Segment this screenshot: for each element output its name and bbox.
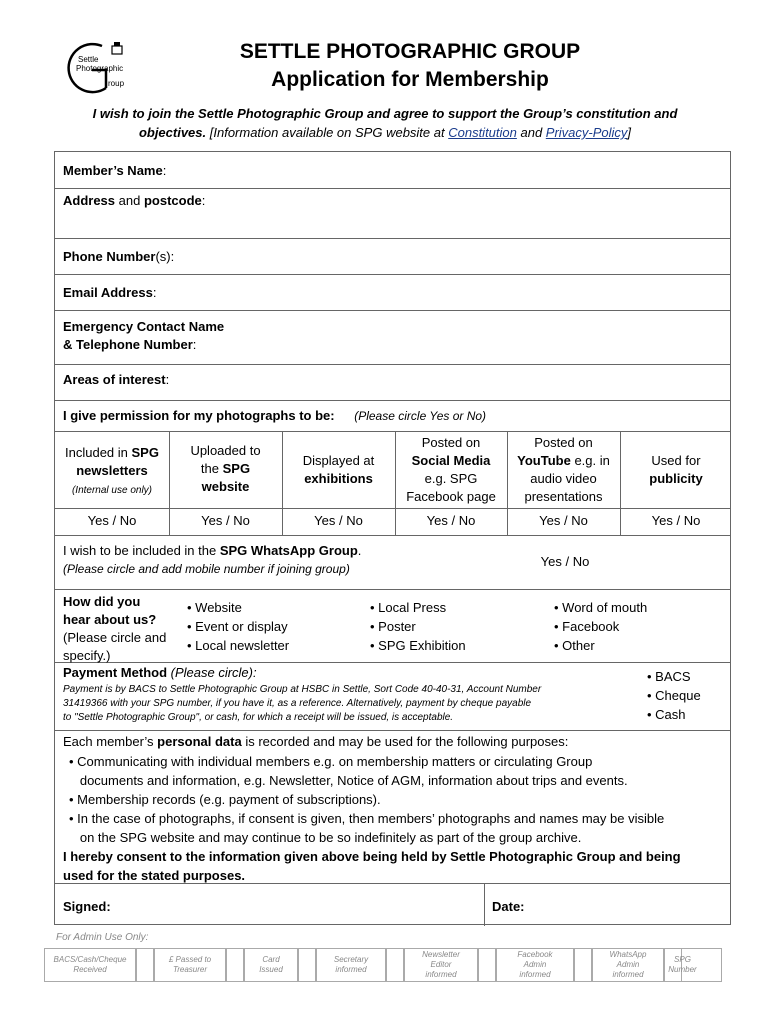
data-policy: Each member’s personal data is recorded and may be used for the following purposes: <box>63 734 569 749</box>
permission-heading: I give permission for my photographs to be: (Please circle Yes or No) <box>63 408 487 423</box>
privacy-policy-link[interactable]: Privacy-Policy <box>545 125 628 140</box>
admin-cell[interactable]: Card Issued <box>244 948 298 982</box>
admin-table <box>44 948 722 982</box>
page-subtitle: Application for Membership <box>271 68 549 91</box>
member-name-field[interactable]: Member’s Name: <box>63 163 167 178</box>
admin-cell[interactable]: Newsletter Editor informed <box>404 948 478 982</box>
yes-no-youtube[interactable]: Yes / No <box>539 513 588 528</box>
payment-options[interactable]: • BACS • Cheque • Cash <box>647 669 701 722</box>
intro-text: I wish to join the Settle Photographic Group and agree to support the Group’s constitution and objectives. [Information available on SPG website at Constitution and Privacy-Policy] <box>92 106 678 140</box>
spg-logo <box>62 40 140 96</box>
admin-cell-spg-number[interactable]: SPG Number <box>644 948 722 982</box>
yes-no-newsletters[interactable]: Yes / No <box>87 513 137 528</box>
hear-options-1[interactable]: • Website • Event or display • Local newsletter <box>187 600 290 653</box>
admin-cell[interactable]: Facebook Admin informed <box>496 948 574 982</box>
date-field[interactable]: Date: <box>492 899 525 914</box>
areas-of-interest-field[interactable]: Areas of interest: <box>63 372 170 387</box>
consent-statement: I hereby consent to the information given above being held by Settle Photographic Group and being used for the stated purposes. <box>63 849 681 883</box>
yes-no-whatsapp[interactable]: Yes / No <box>540 554 590 569</box>
admin-checkbox[interactable] <box>574 948 592 982</box>
constitution-link[interactable]: Constitution <box>448 125 517 140</box>
signature-field[interactable]: Signed: <box>63 899 111 914</box>
admin-checkbox[interactable] <box>136 948 154 982</box>
admin-label: For Admin Use Only: <box>56 932 149 943</box>
payment-heading: Payment Method (Please circle): <box>63 665 257 680</box>
hear-heading: How did you hear about us? (Please circle and specify.) <box>63 594 167 663</box>
svg-text:Photographic: Photographic <box>76 64 124 73</box>
yes-no-social-media[interactable]: Yes / No <box>426 513 476 528</box>
admin-checkbox[interactable] <box>478 948 496 982</box>
membership-form <box>54 151 731 925</box>
hear-options-3[interactable]: • Word of mouth • Facebook • Other <box>554 600 648 653</box>
admin-cell[interactable]: WhatsApp Admin informed <box>592 948 664 982</box>
hear-options-2[interactable]: • Local Press • Poster • SPG Exhibition <box>370 600 466 653</box>
svg-text:Settle: Settle <box>78 55 99 64</box>
data-policy-bullets: • Communicating with individual members e.g. on membership matters or circulating Group documents and information, e.g. Newsletter, Notice of AGM, information about trips and events. • Membership records (e.g. payment of subscriptions). • In the case of photographs, if consent is given, then members’ photographs and names may be visible on the SPG website and may continue to be so indefinitely as part of the group archive. <box>69 754 665 845</box>
yes-no-exhibitions[interactable]: Yes / No <box>314 513 363 528</box>
perm-social-media: Posted on Social Media e.g. SPG Facebook page <box>406 435 496 504</box>
admin-checkbox[interactable] <box>226 948 244 982</box>
whatsapp-text: I wish to be included in the SPG WhatsApp Group. (Please circle and add mobile number if joining group) <box>63 543 362 576</box>
perm-website: Uploaded to the SPG website <box>190 443 261 494</box>
admin-checkbox[interactable] <box>298 948 316 982</box>
perm-publicity: Used for publicity <box>649 453 703 486</box>
payment-note: Payment is by BACS to Settle Photographic Group at HSBC in Settle, Sort Code 40-40-31, Account Number 31419366 with your SPG number, if you have it, as a reference. Alternatively, payment by cheque payable to "Settle Photographic Group", or cash, for which a receipt will be issued, is acceptable. <box>63 684 542 723</box>
address-field[interactable]: Address and postcode: <box>63 193 206 208</box>
perm-exhibitions: Displayed at exhibitions <box>302 453 375 486</box>
yes-no-website[interactable]: Yes / No <box>201 513 250 528</box>
page-title: SETTLE PHOTOGRAPHIC GROUP <box>239 40 581 63</box>
yes-no-publicity[interactable]: Yes / No <box>651 513 701 528</box>
perm-youtube: Posted on YouTube e.g. in audio video presentations <box>517 435 610 504</box>
phone-field[interactable]: Phone Number(s): <box>63 249 175 264</box>
email-field[interactable]: Email Address: <box>63 285 157 300</box>
admin-cell[interactable]: BACS/Cash/Cheque Received <box>44 948 136 982</box>
perm-newsletters: Included in SPG newsletters (Internal use only) <box>65 445 159 496</box>
admin-checkbox[interactable] <box>386 948 404 982</box>
admin-cell[interactable]: £ Passed to Treasurer <box>154 948 226 982</box>
svg-text:roup: roup <box>108 79 125 88</box>
admin-cell[interactable]: Secretary informed <box>316 948 386 982</box>
emergency-contact-field[interactable]: Emergency Contact Name & Telephone Number: <box>63 319 225 352</box>
